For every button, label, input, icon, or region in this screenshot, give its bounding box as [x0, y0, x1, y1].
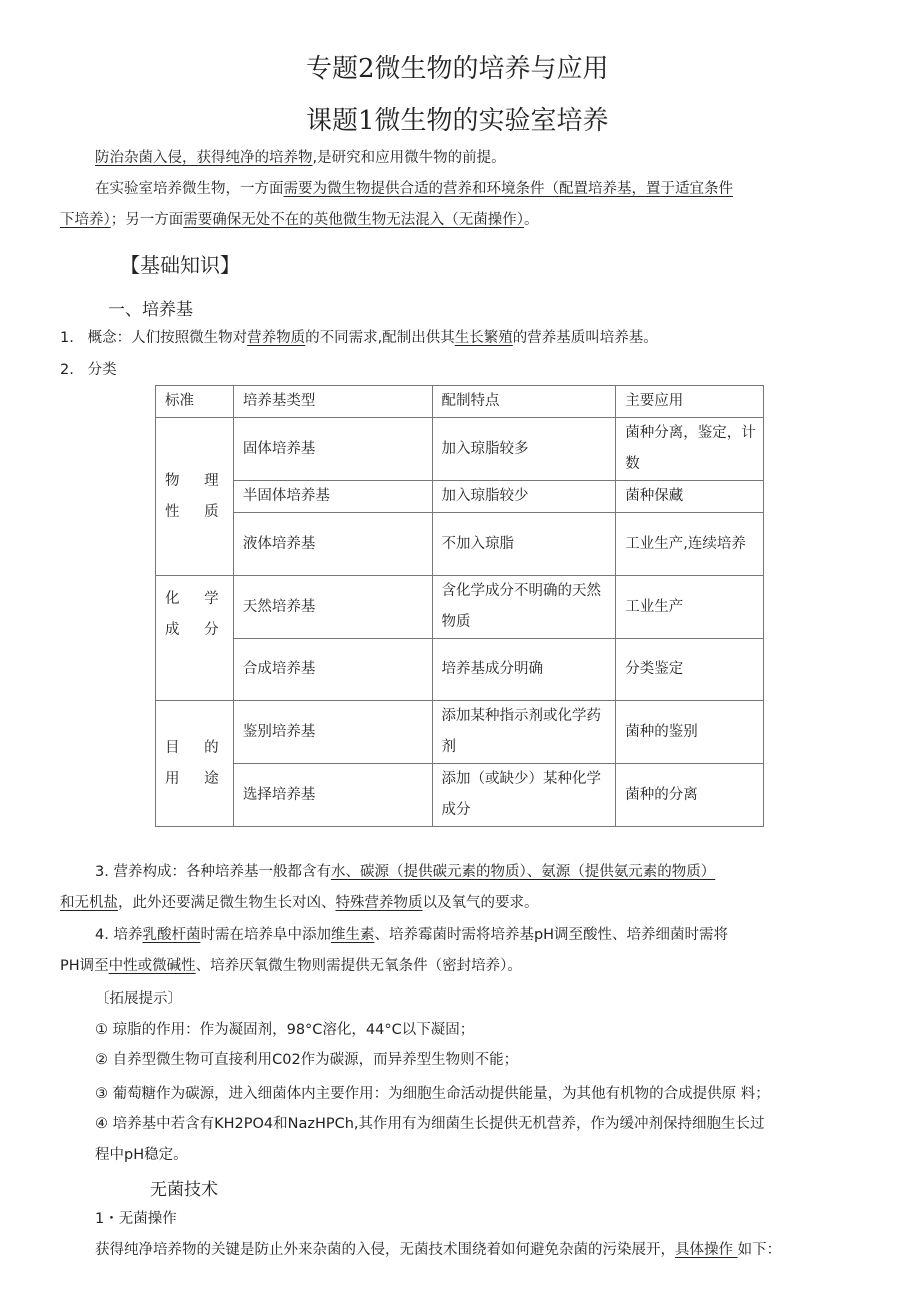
tip-item: ② 自养型微生物可直接利用C02作为碳源，而异养型生物则不能； — [95, 1052, 519, 1068]
table-cell-feature: 不加入琼脂 — [432, 513, 616, 576]
intro-text: ,是研究和应用微牛物的前提。 — [312, 150, 506, 166]
table-header: 标准 — [156, 386, 234, 418]
table-cell-use: 菌种的分离 — [616, 764, 764, 827]
item-text: 营养构成：各种培养基一般都含有 — [113, 864, 331, 880]
table-cell-use: 分类鉴定 — [616, 639, 764, 701]
item-text: 、培养霉菌时需将培养基pH调至酸性、培养细菌时需将 — [374, 927, 729, 943]
item-1-concept — [60, 328, 658, 348]
table-header: 配制特点 — [432, 386, 616, 418]
tip-item: 程中pH稳定。 — [95, 1147, 188, 1163]
intro-paragraph-2-cont — [60, 210, 539, 230]
table-cell-type: 鉴别培养基 — [233, 701, 432, 764]
item-text: 以及氧气的要求。 — [422, 895, 539, 911]
page-subtitle: 课题1微生物的实验室培养 — [306, 106, 609, 136]
item-underline: 乳酸杆菌 — [142, 927, 201, 943]
table-cell-feature: 添加某种指示剂或化学药剂 — [432, 701, 616, 764]
table-cell-feature: 培养基成分明确 — [432, 639, 616, 701]
tips-title: 〔拓展提示〕 — [95, 991, 182, 1007]
item-text: 分类 — [87, 362, 117, 378]
table-cell-use: 菌种分离，鉴定，计数 — [616, 418, 764, 481]
item-3-nutrients-cont — [60, 893, 539, 913]
aseptic-paragraph — [95, 1240, 781, 1260]
table-row — [156, 576, 764, 639]
table-cell-feature: 加入琼脂较少 — [432, 481, 616, 513]
item-number: 1. — [60, 330, 74, 346]
item-text: 的不同需求,配制出供其 — [305, 330, 455, 346]
table-cell-use: 菌种保藏 — [616, 481, 764, 513]
page-title: 专题2微生物的培养与应用 — [306, 54, 609, 84]
intro-text: 在实验室培养微生物，一方面 — [95, 181, 284, 197]
table-header: 主要应用 — [616, 386, 764, 418]
intro-underline: 防治杂菌入侵，获得纯净的培养物 — [95, 150, 313, 166]
table-cell-feature: 添加（或缺少）某种化学成分 — [432, 764, 616, 827]
table-cell-use: 工业生产,连续培养 — [616, 513, 764, 576]
intro-paragraph-2 — [95, 179, 733, 199]
item-text: 培养 — [113, 927, 143, 943]
table-standard-cell: 化 学 成 分 — [156, 576, 234, 701]
table-row — [156, 764, 764, 827]
section-basic-knowledge: 【基础知识】 — [120, 253, 240, 277]
item-text: PH调至 — [60, 958, 109, 974]
table-cell-use: 工业生产 — [616, 576, 764, 639]
item-text: 、培养厌氧微生物则需提供无氧条件（密封培养）。 — [195, 958, 522, 974]
table-row — [156, 639, 764, 701]
tip-item: ③ 葡萄糖作为碳源，进入细菌体内主要作用：为细胞生命活动提供能量，为其他有机物的合成提供原 料； — [95, 1086, 770, 1102]
paragraph-underline: 具体操作 — [675, 1242, 738, 1258]
table-row — [156, 513, 764, 576]
item-text: 的营养基质叫培养基。 — [512, 330, 658, 346]
intro-text: 。 — [524, 212, 539, 228]
intro-underline: 下培养） — [60, 212, 111, 228]
table-row — [156, 481, 764, 513]
item-2-classification — [60, 360, 117, 380]
tip-item: ① 琼脂的作用：作为凝固剂，98°C溶化，44°C以下凝固； — [95, 1022, 475, 1038]
section-2-heading: 无菌技术 — [150, 1180, 218, 1200]
table-cell-feature: 含化学成分不明确的天然物质 — [432, 576, 616, 639]
item-number: 4. — [95, 927, 109, 943]
item-number: 3. — [95, 864, 109, 880]
item-3-nutrients — [95, 862, 715, 882]
paragraph-text: 获得纯净培养物的关键是防止外来杂菌的入侵，无菌技术围绕着如何避免杂菌的污染展开， — [95, 1242, 675, 1258]
item-underline: 特殊营养物质 — [335, 895, 423, 911]
item-number: 2. — [60, 362, 74, 378]
item-underline: 和无机盐 — [60, 895, 118, 911]
item-text: 概念：人们按照微生物对 — [87, 330, 248, 346]
item-4-culture-cont — [60, 956, 522, 976]
item-underline: 中性或微碱性 — [108, 958, 196, 974]
table-row — [156, 701, 764, 764]
intro-underline: 需要确保无处不在的英他微生物无法混入（无菌操作） — [183, 212, 524, 228]
table-row — [156, 418, 764, 481]
item-text: ，此外还要满足微生物生长对凶、 — [118, 895, 336, 911]
table-cell-type: 液体培养基 — [233, 513, 432, 576]
section-1-heading: 一、培养基 — [108, 300, 193, 320]
item-text: 时需在培养阜中添加 — [200, 927, 331, 943]
table-cell-type: 固体培养基 — [233, 418, 432, 481]
item-4-culture — [95, 925, 728, 945]
tip-item: ④ 培养基中若含有KH2PO4和NazHPCh,其作用有为细菌生长提供无机营养，作为缓冲剂保持细胞生长过 — [95, 1116, 765, 1132]
paragraph-text: 如下： — [737, 1242, 782, 1258]
table-header: 培养基类型 — [233, 386, 432, 418]
table-cell-use: 菌种的鉴别 — [616, 701, 764, 764]
item-underline: 营养物质 — [247, 330, 306, 346]
medium-classification-table — [155, 385, 764, 827]
table-standard-cell: 目 的 用 途 — [156, 701, 234, 827]
table-cell-feature: 加入琼脂较多 — [432, 418, 616, 481]
intro-underline: 需要为微生物提供合适的营养和环境条件（配置培养基，置于适宜条件 — [283, 181, 733, 197]
item-underline: 生长繁殖 — [454, 330, 513, 346]
table-cell-type: 半固体培养基 — [233, 481, 432, 513]
table-header-row — [156, 386, 764, 418]
table-standard-cell: 物 理 性 质 — [156, 418, 234, 576]
subsection-aseptic-operation: 1・无菌操作 — [95, 1211, 177, 1227]
table-cell-type: 选择培养基 — [233, 764, 432, 827]
intro-paragraph-1 — [95, 148, 506, 168]
item-underline: 维生素 — [330, 927, 375, 943]
intro-text: ；另一方面 — [110, 212, 184, 228]
item-underline: 水、碳源（提供碳元素的物质）、氨源（提供氨元素的物质） — [330, 864, 716, 880]
table-cell-type: 天然培养基 — [233, 576, 432, 639]
table-cell-type: 合成培养基 — [233, 639, 432, 701]
